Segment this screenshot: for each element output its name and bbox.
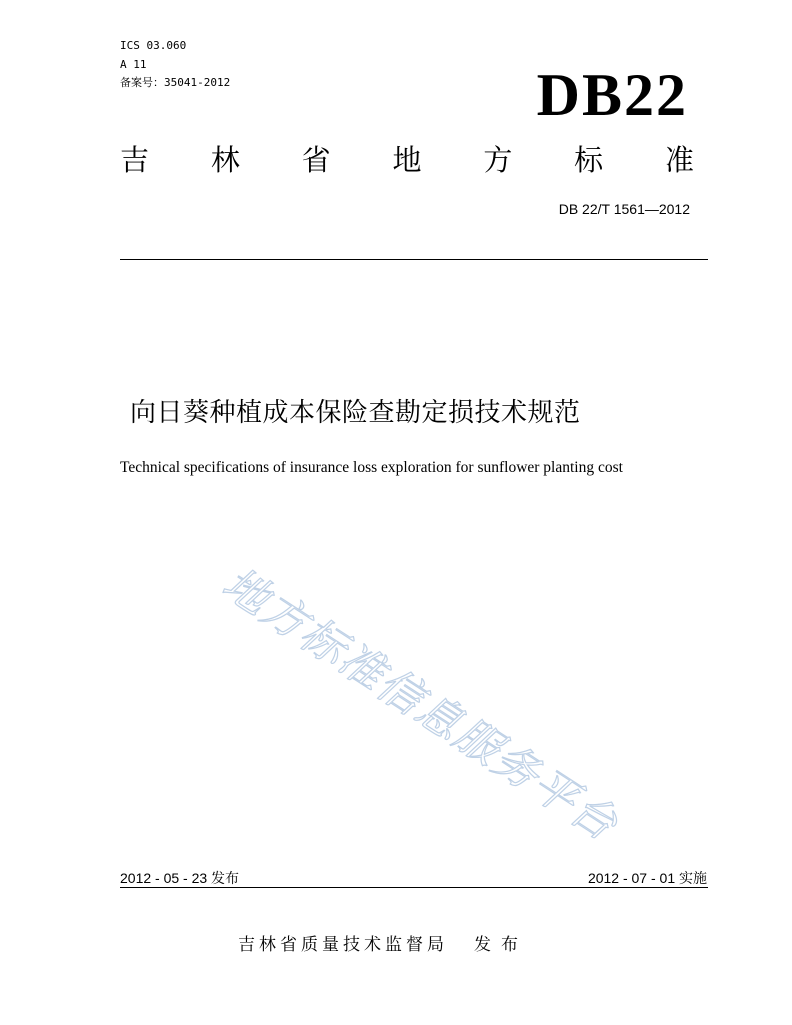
issuer-title-char: 方 — [483, 143, 513, 177]
issuer-title-char: 林 — [210, 143, 240, 177]
issuer-title-char: 标 — [574, 143, 604, 177]
publish-date: 2012 - 05 - 23 发布 — [120, 870, 240, 886]
watermark: 地方标准信息服务平台 — [213, 557, 628, 852]
classification-code: A 11 — [120, 58, 147, 71]
title-chinese: 向日葵种植成本保险查勘定损技术规范 — [130, 398, 581, 428]
issue-label: 发布 — [474, 935, 528, 955]
issuer-title-char: 吉 — [120, 143, 150, 177]
standard-logo: DB22 — [536, 62, 688, 128]
issuing-authority — [238, 933, 528, 957]
issuer-title — [120, 138, 694, 182]
record-number: 备案号：35041-2012 — [120, 76, 231, 89]
standard-number: DB 22/T 1561—2012 — [558, 201, 690, 217]
issuer-title-char: 省 — [301, 143, 331, 177]
issuer-title-char: 地 — [392, 143, 422, 177]
implement-date: 2012 - 07 - 01 实施 — [587, 870, 707, 886]
top-divider — [120, 259, 708, 260]
ics-code: ICS 03.060 — [120, 39, 187, 52]
bottom-divider — [120, 887, 708, 888]
title-english: Technical specifications of insurance loss exploration for sunflower planting cost — [120, 459, 623, 476]
issuer-name: 吉林省质量技术监督局 — [238, 935, 448, 955]
issuer-title-char: 准 — [664, 143, 694, 177]
